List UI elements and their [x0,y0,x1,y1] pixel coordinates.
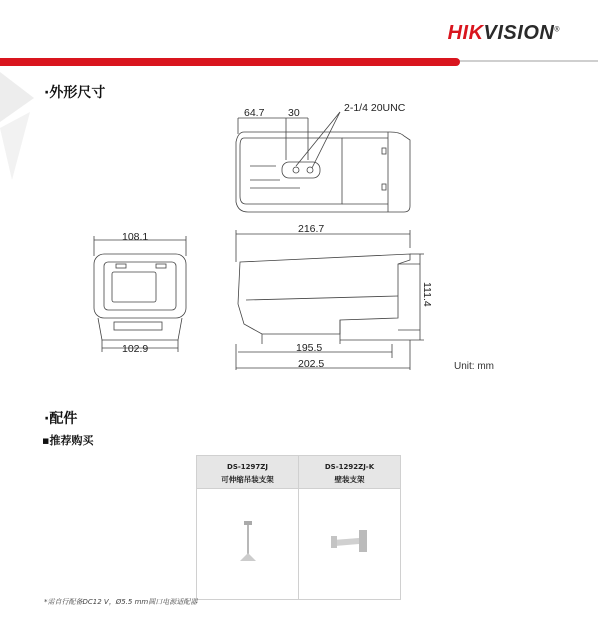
hikvision-logo: HIKVISION® [447,22,560,44]
section-title-dimensions: ·外形尺寸 [44,85,106,101]
decorative-watermark [0,62,40,202]
dim-108-1: 108.1 [122,231,149,243]
dimension-drawing [70,100,510,380]
unit-label: Unit: mm [454,361,494,372]
wall-mount-icon [327,522,373,562]
ceiling-mount-icon [228,517,268,567]
dim-30: 30 [288,107,300,119]
dim-202-5: 202.5 [298,358,325,370]
accessory-image-cell [299,489,401,600]
dim-216-7: 216.7 [298,223,325,235]
dim-102-9: 102.9 [122,343,149,355]
dim-195-5: 195.5 [296,342,323,354]
accessory-header-1 [197,456,299,489]
footnote: *需自行配备DC12 V，Ø5.5 mm圆口电源适配器 [44,598,198,606]
section-title-accessories: ·配件 [44,411,78,427]
subsection-title-recommended: ▪推荐购买 [42,434,94,447]
dim-111-4: 111.4 [421,282,433,307]
accessory-table [196,455,401,600]
dim-64-7: 64.7 [244,107,265,119]
accessory-header-2 [299,456,401,489]
dim-thread: 2-1/4 20UNC [344,102,406,114]
header-red-bar [0,58,460,66]
accessory-model: DS-1297ZJ [227,463,268,471]
accessory-name: 壁装支架 [334,475,365,484]
accessory-image-cell [197,489,299,600]
accessory-model: DS-1292ZJ-K [324,463,375,471]
accessory-name: 可伸缩吊装支架 [221,475,274,484]
